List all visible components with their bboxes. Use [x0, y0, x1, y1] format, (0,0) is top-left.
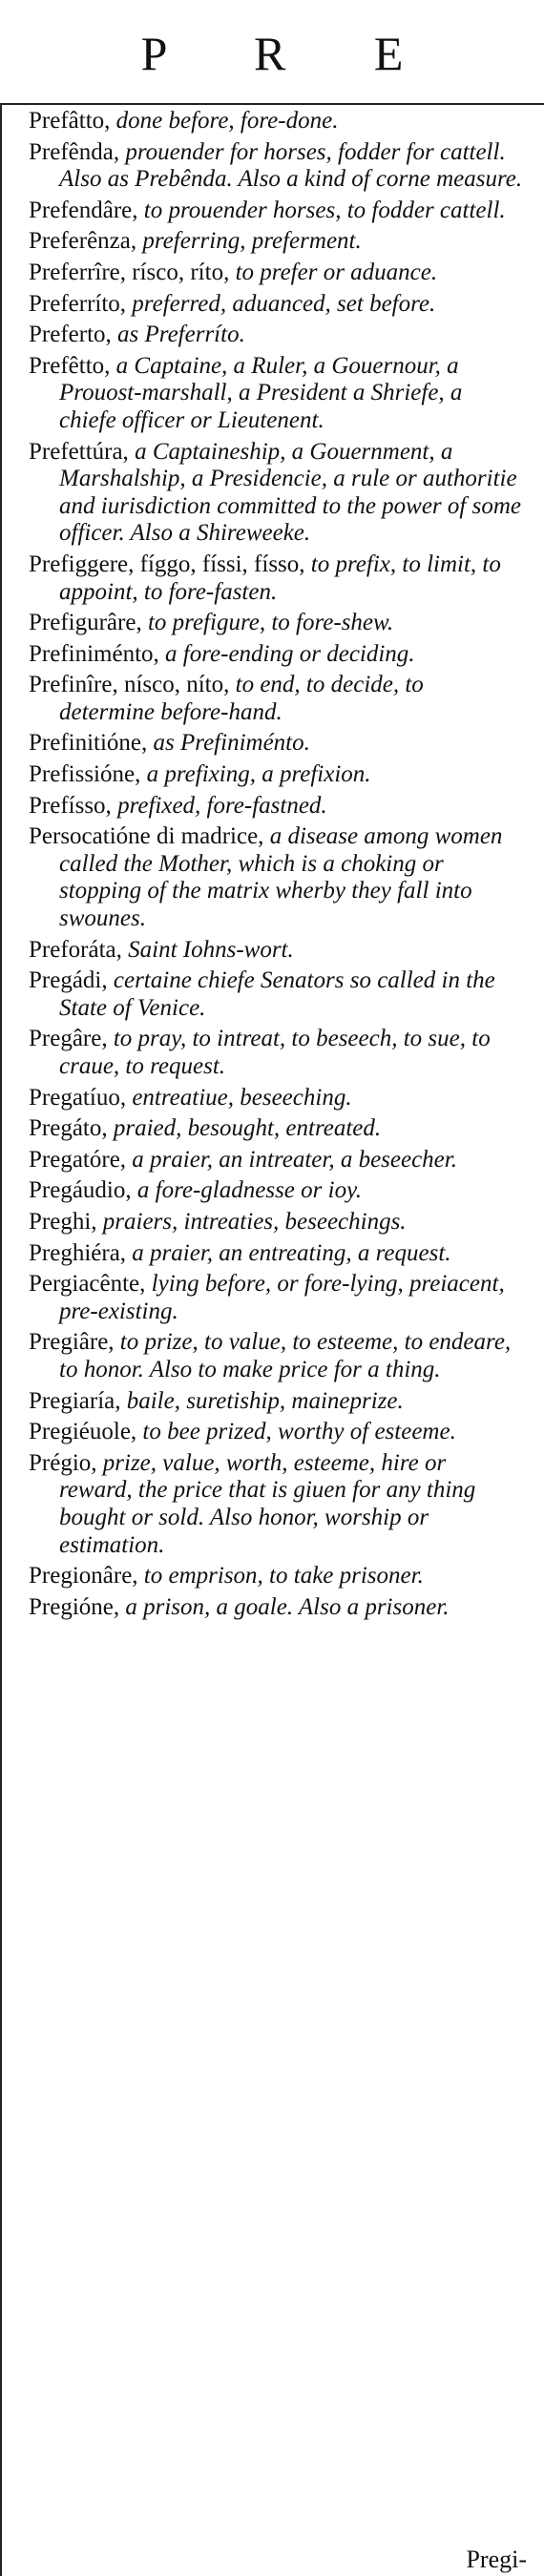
definition: praied, besought, entreated. [107, 1115, 382, 1142]
dictionary-entry [29, 439, 525, 548]
headword: Pregiâre, [29, 1329, 115, 1356]
definition: to prefix, to limit, to appoint, to fore-fasten. [59, 551, 501, 605]
definition: praiers, intreaties, beseechings. [96, 1208, 407, 1235]
dictionary-entry [29, 761, 525, 789]
definition: preferred, aduanced, set before. [126, 290, 436, 317]
dictionary-entry [29, 108, 525, 135]
headword: Prégio, [29, 1449, 97, 1476]
definition: to emprison, to take prisoner. [137, 1563, 424, 1589]
definition: to bee prized, worthy of esteeme. [136, 1419, 456, 1445]
headword: Prefênda, [29, 138, 120, 165]
dictionary-entry [29, 793, 525, 821]
dictionary-entry [29, 641, 525, 669]
definition: preferring, preferment. [136, 228, 362, 255]
dictionary-entry [29, 260, 525, 287]
dictionary-entry [29, 730, 525, 758]
definition: a praier, an entreating, a request. [126, 1239, 451, 1266]
definition: to pray, to intreat, to beseech, to sue, to craue, to request. [59, 1026, 491, 1079]
headword: Preghi, [29, 1208, 97, 1235]
headword: Prefiggere, fíggo, físsi, físso, [29, 551, 305, 577]
dictionary-entry [29, 1177, 525, 1205]
definition: certaine chiefe Senators so called in the State of Venice. [59, 967, 495, 1021]
definition: a Captaineship, a Gouernment, a Marshalship, a Presidencie, a rule or authoritie and iurisdiction committed to the power of some officer. Also a Shireweeke. [59, 438, 521, 547]
dictionary-entry [29, 1209, 525, 1236]
dictionary-entry [29, 551, 525, 606]
definition: to prefer or aduance. [229, 259, 438, 285]
definition: a fore-gladnesse or ioy. [131, 1177, 363, 1204]
headword: Prefinitióne, [29, 730, 148, 757]
headword: Pregádi, [29, 967, 108, 994]
definition: baile, suretiship, maineprize. [120, 1387, 404, 1414]
definition: entreatiue, beseeching. [126, 1084, 352, 1111]
dictionary-entry [29, 1450, 525, 1559]
headword: Pregiaría, [29, 1387, 121, 1414]
headword: Prefissióne, [29, 761, 141, 788]
headword: Pergiacênte, [29, 1271, 146, 1298]
definition: as Preferríto. [111, 322, 245, 348]
headword: Pregatóre, [29, 1146, 127, 1173]
headword: Prefigurâre, [29, 610, 142, 636]
dictionary-entry [29, 291, 525, 319]
headword: Prefiniménto, [29, 640, 159, 667]
definition: prefixed, fore-fastned. [111, 792, 327, 819]
definition: a prison, a goale. Also a prisoner. [119, 1593, 450, 1620]
headword: Preferênza, [29, 228, 137, 255]
dictionary-entry [29, 1085, 525, 1112]
dictionary-entry [29, 1388, 525, 1416]
headword: Prefinîre, nísco, níto, [29, 672, 230, 698]
dictionary-entry [29, 967, 525, 1022]
headword: Preferríto, [29, 290, 127, 317]
definition: to prize, to value, to esteeme, to endeare, to honor. Also to make price for a thing. [59, 1329, 512, 1382]
definition: prize, value, worth, esteeme, hire or reward, the price that is giuen for any thing bought or sold. Also honor, worship or estimation. [59, 1449, 476, 1558]
definition: a prefixing, a prefixion. [140, 761, 371, 788]
running-head: P R E [140, 27, 442, 80]
headword: Prefâtto, [29, 108, 111, 134]
headword: Preferrîre, rísco, ríto, [29, 259, 230, 285]
dictionary-entry [29, 1240, 525, 1268]
headword: Prefendâre, [29, 197, 138, 223]
headword: Pregatíuo, [29, 1084, 127, 1111]
dictionary-entry [29, 1594, 525, 1622]
dictionary-entry [29, 228, 525, 256]
dictionary-entry [29, 1147, 525, 1174]
dictionary-entry [29, 139, 525, 194]
headword: Pregionâre, [29, 1563, 138, 1589]
headword: Pregáto, [29, 1115, 108, 1142]
definition: a Captaine, a Ruler, a Gouernour, a Prouost-marshall, a President a Shriefe, a chiefe officer or Lieutenent. [59, 352, 463, 433]
headword: Pregáudio, [29, 1177, 132, 1204]
page-header [0, 0, 544, 107]
headword: Prefettúra, [29, 438, 129, 465]
definition: to prefigure, to fore-shew. [141, 610, 394, 636]
dictionary-entry [29, 823, 525, 932]
headword: Pregióne, [29, 1593, 120, 1620]
dictionary-entry [29, 1115, 525, 1143]
dictionary-entry [29, 610, 525, 637]
dictionary-entry [29, 1329, 525, 1383]
definition: to prouender horses, to fodder cattell. [137, 197, 506, 223]
definition: prouender for horses, fodder for cattell. Also as Prebênda. Also a kind of corne measure. [59, 138, 523, 193]
dictionary-entry [29, 672, 525, 726]
definition: lying before, or fore-lying, preiacent, pre-existing. [59, 1271, 505, 1324]
definition: a praier, an intreater, a beseecher. [126, 1146, 457, 1173]
definition: to end, to decide, to determine before-hand. [59, 672, 424, 725]
dictionary-entry [29, 1026, 525, 1080]
dictionary-entry [29, 1419, 525, 1446]
dictionary-entry [29, 937, 525, 965]
headword: Persocatióne di madrice, [29, 823, 264, 850]
column-rule [0, 103, 2, 2576]
entry-list [29, 108, 525, 1625]
dictionary-entry [29, 322, 525, 349]
definition: a disease among women called the Mother, which is a choking or stopping of the matrix wherby they fall into swounes. [59, 823, 503, 932]
definition: Saint Iohns-wort. [121, 936, 294, 963]
dictionary-entry [29, 353, 525, 435]
definition: done before, fore-done. [110, 108, 339, 134]
catchword: Pregi- [466, 2545, 527, 2573]
dictionary-entry [29, 197, 525, 225]
header-rule [0, 103, 544, 105]
definition: as Prefiniménto. [147, 730, 310, 757]
definition: a fore-ending or deciding. [158, 640, 415, 667]
headword: Prefísso, [29, 792, 112, 819]
headword: Preforáta, [29, 936, 122, 963]
headword: Pregiéuole, [29, 1419, 137, 1445]
headword: Pregâre, [29, 1026, 108, 1052]
dictionary-entry [29, 1563, 525, 1590]
headword: Preferto, [29, 322, 112, 348]
dictionary-entry [29, 1271, 525, 1325]
headword: Prefêtto, [29, 352, 111, 379]
headword: Preghiéra, [29, 1239, 127, 1266]
